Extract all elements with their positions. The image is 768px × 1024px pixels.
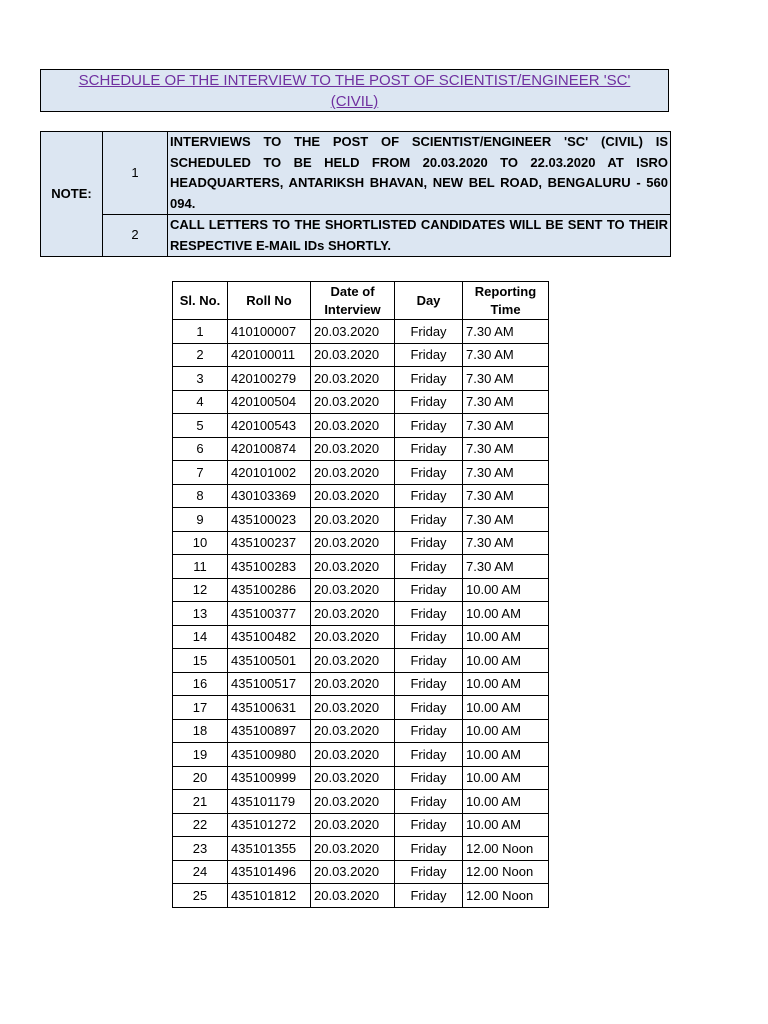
table-row	[173, 649, 549, 673]
cell-day: Friday	[395, 602, 463, 626]
cell-day: Friday	[395, 437, 463, 461]
cell-roll-no: 435101179	[228, 790, 311, 814]
cell-roll-no: 435100501	[228, 649, 311, 673]
cell-sl-no: 3	[173, 367, 228, 391]
table-row	[173, 578, 549, 602]
cell-roll-no: 435101272	[228, 813, 311, 837]
cell-day: Friday	[395, 884, 463, 908]
table-row	[173, 860, 549, 884]
table-row	[173, 555, 549, 579]
note-text: CALL LETTERS TO THE SHORTLISTED CANDIDATES WILL BE SENT TO THEIR RESPECTIVE E-MAIL IDs SHORTLY.	[168, 215, 671, 257]
cell-reporting-time: 10.00 AM	[463, 790, 549, 814]
cell-date: 20.03.2020	[311, 367, 395, 391]
cell-date: 20.03.2020	[311, 508, 395, 532]
cell-date: 20.03.2020	[311, 461, 395, 485]
cell-date: 20.03.2020	[311, 343, 395, 367]
cell-sl-no: 7	[173, 461, 228, 485]
cell-sl-no: 6	[173, 437, 228, 461]
cell-sl-no: 17	[173, 696, 228, 720]
note-row	[41, 215, 671, 257]
cell-roll-no: 410100007	[228, 320, 311, 344]
cell-date: 20.03.2020	[311, 484, 395, 508]
cell-date: 20.03.2020	[311, 672, 395, 696]
cell-day: Friday	[395, 672, 463, 696]
cell-day: Friday	[395, 578, 463, 602]
cell-sl-no: 16	[173, 672, 228, 696]
cell-roll-no: 435100482	[228, 625, 311, 649]
cell-reporting-time: 12.00 Noon	[463, 837, 549, 861]
cell-sl-no: 2	[173, 343, 228, 367]
cell-sl-no: 1	[173, 320, 228, 344]
table-row	[173, 696, 549, 720]
cell-roll-no: 435101355	[228, 837, 311, 861]
cell-sl-no: 5	[173, 414, 228, 438]
cell-sl-no: 14	[173, 625, 228, 649]
cell-sl-no: 8	[173, 484, 228, 508]
cell-date: 20.03.2020	[311, 790, 395, 814]
title-line-2: (CIVIL)	[330, 93, 379, 110]
cell-sl-no: 22	[173, 813, 228, 837]
cell-roll-no: 420100011	[228, 343, 311, 367]
cell-day: Friday	[395, 719, 463, 743]
cell-reporting-time: 7.30 AM	[463, 390, 549, 414]
cell-date: 20.03.2020	[311, 578, 395, 602]
cell-day: Friday	[395, 837, 463, 861]
cell-date: 20.03.2020	[311, 860, 395, 884]
cell-date: 20.03.2020	[311, 602, 395, 626]
cell-sl-no: 18	[173, 719, 228, 743]
cell-reporting-time: 7.30 AM	[463, 343, 549, 367]
cell-date: 20.03.2020	[311, 555, 395, 579]
cell-date: 20.03.2020	[311, 531, 395, 555]
table-row	[173, 602, 549, 626]
cell-reporting-time: 10.00 AM	[463, 649, 549, 673]
cell-sl-no: 9	[173, 508, 228, 532]
cell-sl-no: 24	[173, 860, 228, 884]
title-line-1: SCHEDULE OF THE INTERVIEW TO THE POST OF SCIENTIST/ENGINEER 'SC'	[78, 72, 631, 89]
note-number: 2	[103, 215, 168, 257]
cell-roll-no: 435100999	[228, 766, 311, 790]
cell-reporting-time: 12.00 Noon	[463, 884, 549, 908]
cell-date: 20.03.2020	[311, 320, 395, 344]
header-sl-no: Sl. No.	[173, 282, 228, 320]
note-label: NOTE:	[41, 132, 103, 257]
cell-reporting-time: 10.00 AM	[463, 578, 549, 602]
cell-reporting-time: 7.30 AM	[463, 484, 549, 508]
cell-sl-no: 23	[173, 837, 228, 861]
cell-day: Friday	[395, 743, 463, 767]
document-title	[40, 69, 669, 112]
cell-sl-no: 10	[173, 531, 228, 555]
cell-reporting-time: 10.00 AM	[463, 602, 549, 626]
cell-reporting-time: 10.00 AM	[463, 766, 549, 790]
cell-date: 20.03.2020	[311, 813, 395, 837]
table-row	[173, 790, 549, 814]
cell-day: Friday	[395, 320, 463, 344]
cell-day: Friday	[395, 555, 463, 579]
cell-day: Friday	[395, 813, 463, 837]
cell-day: Friday	[395, 508, 463, 532]
header-reporting-time: Reporting Time	[463, 282, 549, 320]
cell-reporting-time: 7.30 AM	[463, 555, 549, 579]
cell-reporting-time: 7.30 AM	[463, 531, 549, 555]
cell-day: Friday	[395, 414, 463, 438]
cell-day: Friday	[395, 860, 463, 884]
cell-reporting-time: 10.00 AM	[463, 696, 549, 720]
cell-sl-no: 20	[173, 766, 228, 790]
table-row	[173, 343, 549, 367]
table-row	[173, 766, 549, 790]
cell-date: 20.03.2020	[311, 437, 395, 461]
cell-date: 20.03.2020	[311, 696, 395, 720]
cell-sl-no: 15	[173, 649, 228, 673]
cell-sl-no: 19	[173, 743, 228, 767]
table-row	[173, 672, 549, 696]
table-row	[173, 390, 549, 414]
cell-reporting-time: 7.30 AM	[463, 508, 549, 532]
note-text: INTERVIEWS TO THE POST OF SCIENTIST/ENGINEER 'SC' (CIVIL) IS SCHEDULED TO BE HELD FROM 20.03.2020 TO 22.03.2020 AT ISRO HEADQUARTERS, ANTARIKSH BHAVAN, NEW BEL ROAD, BENGALURU - 560 094.	[168, 132, 671, 215]
cell-reporting-time: 7.30 AM	[463, 367, 549, 391]
cell-reporting-time: 7.30 AM	[463, 320, 549, 344]
cell-roll-no: 435100377	[228, 602, 311, 626]
cell-roll-no: 435100023	[228, 508, 311, 532]
header-date: Date of Interview	[311, 282, 395, 320]
cell-date: 20.03.2020	[311, 390, 395, 414]
table-row	[173, 437, 549, 461]
cell-reporting-time: 10.00 AM	[463, 813, 549, 837]
cell-sl-no: 12	[173, 578, 228, 602]
cell-day: Friday	[395, 484, 463, 508]
table-row	[173, 531, 549, 555]
cell-date: 20.03.2020	[311, 884, 395, 908]
note-table	[40, 131, 671, 257]
table-row	[173, 625, 549, 649]
cell-reporting-time: 12.00 Noon	[463, 860, 549, 884]
cell-reporting-time: 7.30 AM	[463, 461, 549, 485]
cell-date: 20.03.2020	[311, 649, 395, 673]
table-row	[173, 508, 549, 532]
cell-reporting-time: 10.00 AM	[463, 743, 549, 767]
cell-roll-no: 435100283	[228, 555, 311, 579]
note-row	[41, 132, 671, 215]
table-row	[173, 743, 549, 767]
cell-roll-no: 420100279	[228, 367, 311, 391]
table-row	[173, 461, 549, 485]
cell-roll-no: 435101812	[228, 884, 311, 908]
cell-date: 20.03.2020	[311, 414, 395, 438]
cell-sl-no: 4	[173, 390, 228, 414]
cell-day: Friday	[395, 343, 463, 367]
cell-roll-no: 420100543	[228, 414, 311, 438]
cell-reporting-time: 7.30 AM	[463, 437, 549, 461]
header-roll-no: Roll No	[228, 282, 311, 320]
cell-day: Friday	[395, 766, 463, 790]
cell-day: Friday	[395, 625, 463, 649]
note-number: 1	[103, 132, 168, 215]
cell-day: Friday	[395, 696, 463, 720]
cell-roll-no: 435100237	[228, 531, 311, 555]
table-row	[173, 367, 549, 391]
cell-roll-no: 435100286	[228, 578, 311, 602]
cell-roll-no: 435100631	[228, 696, 311, 720]
table-row	[173, 719, 549, 743]
cell-roll-no: 420100504	[228, 390, 311, 414]
table-body	[173, 320, 549, 908]
cell-day: Friday	[395, 461, 463, 485]
cell-day: Friday	[395, 390, 463, 414]
cell-date: 20.03.2020	[311, 766, 395, 790]
cell-reporting-time: 10.00 AM	[463, 672, 549, 696]
cell-reporting-time: 7.30 AM	[463, 414, 549, 438]
cell-sl-no: 11	[173, 555, 228, 579]
table-row	[173, 813, 549, 837]
cell-day: Friday	[395, 367, 463, 391]
cell-sl-no: 13	[173, 602, 228, 626]
cell-roll-no: 420100874	[228, 437, 311, 461]
cell-roll-no: 435100517	[228, 672, 311, 696]
table-row	[173, 414, 549, 438]
table-row	[173, 884, 549, 908]
table-row	[173, 320, 549, 344]
table-row	[173, 484, 549, 508]
cell-reporting-time: 10.00 AM	[463, 719, 549, 743]
cell-sl-no: 21	[173, 790, 228, 814]
cell-day: Friday	[395, 531, 463, 555]
cell-roll-no: 435100980	[228, 743, 311, 767]
cell-roll-no: 430103369	[228, 484, 311, 508]
cell-reporting-time: 10.00 AM	[463, 625, 549, 649]
cell-roll-no: 435100897	[228, 719, 311, 743]
table-header-row	[173, 282, 549, 320]
cell-day: Friday	[395, 790, 463, 814]
cell-sl-no: 25	[173, 884, 228, 908]
cell-roll-no: 435101496	[228, 860, 311, 884]
schedule-table	[172, 281, 549, 908]
table-row	[173, 837, 549, 861]
cell-day: Friday	[395, 649, 463, 673]
cell-date: 20.03.2020	[311, 719, 395, 743]
cell-date: 20.03.2020	[311, 743, 395, 767]
cell-date: 20.03.2020	[311, 837, 395, 861]
cell-roll-no: 420101002	[228, 461, 311, 485]
header-day: Day	[395, 282, 463, 320]
cell-date: 20.03.2020	[311, 625, 395, 649]
